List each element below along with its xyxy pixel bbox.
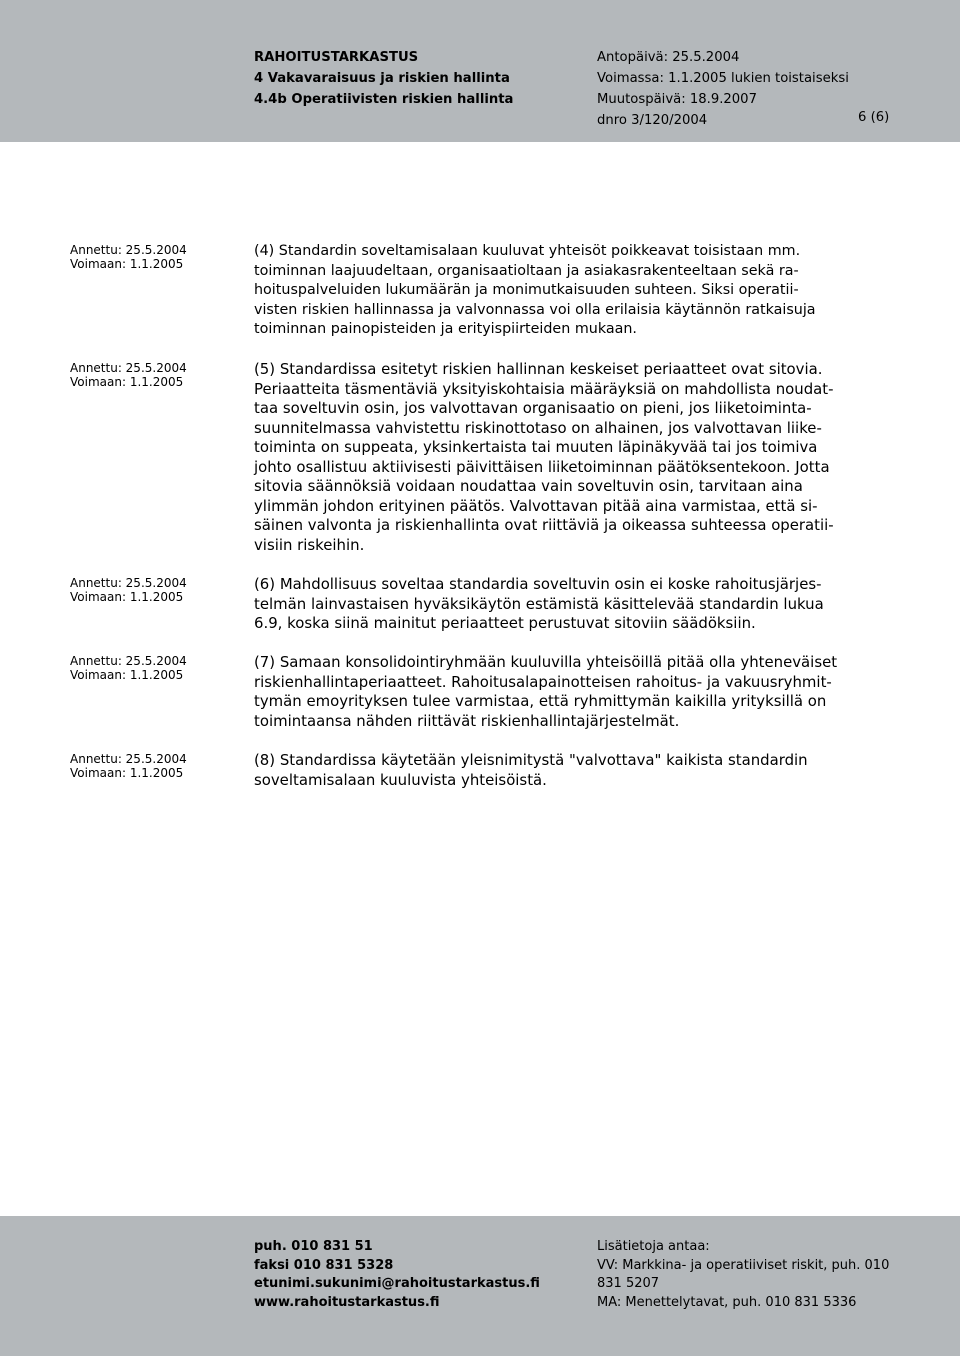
paragraph-line: visiin riskeihin. bbox=[254, 535, 365, 554]
paragraph-line: toimintaansa nähden riittävät riskienhallintajärjestelmät. bbox=[254, 711, 680, 730]
paragraph-line: (8) Standardissa käytetään yleisnimitystä "valvottava" kaikista standardin bbox=[254, 751, 808, 769]
header-chapter: 4 Vakavaraisuus ja riskien hallinta bbox=[254, 71, 510, 86]
margin-note-issued: Annettu: 25.5.2004 bbox=[70, 654, 187, 668]
paragraph-line: (6) Mahdollisuus soveltaa standardia soveltuvin osin ei koske rahoitusjärjes- bbox=[254, 575, 822, 593]
header-left bbox=[254, 47, 513, 110]
margin-note-effective: Voimaan: 1.1.2005 bbox=[70, 668, 184, 682]
footer-email[interactable]: etunimi.sukunimi@rahoitustarkastus.fi bbox=[254, 1276, 540, 1291]
footer-more-info-label: Lisätietoja antaa: bbox=[597, 1239, 710, 1254]
header-right bbox=[597, 47, 849, 131]
footer-website-link[interactable]: www.rahoitustarkastus.fi bbox=[254, 1294, 440, 1310]
paragraph-line: taa soveltuvin osin, jos valvottavan organisaatio on pieni, jos liiketoiminta- bbox=[254, 399, 812, 417]
paragraph-line: (7) Samaan konsolidointiryhmään kuuluvilla yhteisöillä pitää olla yhteneväiset bbox=[254, 653, 838, 671]
margin-note bbox=[70, 243, 187, 271]
paragraph-line: 6.9, koska siinä mainitut periaatteet perustuvat sitoviin säädöksiin. bbox=[254, 614, 756, 632]
footer-phone: puh. 010 831 51 bbox=[254, 1239, 373, 1254]
margin-note-effective: Voimaan: 1.1.2005 bbox=[70, 590, 184, 604]
margin-note-effective: Voimaan: 1.1.2005 bbox=[70, 375, 184, 389]
paragraph-line: riskienhallintaperiaatteet. Rahoitusalapainotteisen rahoitus- ja vakuusryhmit- bbox=[254, 672, 832, 691]
paragraph-line: visten riskien hallinnassa ja valvonnassa voi olla erilaisia käytännön ratkaisuja bbox=[254, 301, 816, 318]
paragraph-4 bbox=[254, 242, 894, 340]
header-validity: Voimassa: 1.1.2005 lukien toistaiseksi bbox=[597, 71, 849, 86]
margin-note bbox=[70, 361, 187, 389]
header-section: 4.4b Operatiivisten riskien hallinta bbox=[254, 92, 514, 107]
footer-contact bbox=[254, 1238, 540, 1312]
paragraph-6 bbox=[254, 575, 894, 634]
footer-more-info bbox=[597, 1238, 889, 1312]
margin-note-effective: Voimaan: 1.1.2005 bbox=[70, 766, 184, 780]
header-issue-date: Antopäivä: 25.5.2004 bbox=[597, 50, 740, 65]
footer-contact-ma: MA: Menettelytavat, puh. 010 831 5336 bbox=[597, 1294, 857, 1310]
paragraph-line: toiminta on suppeata, yksinkertaista tai muuten läpinäkyvää tai jos toimiva bbox=[254, 438, 818, 456]
paragraph-line: toiminnan painopisteiden ja erityispiirteiden mukaan. bbox=[254, 321, 637, 337]
margin-note bbox=[70, 576, 187, 604]
paragraph-line: johto osallistuu aktiivisesti päivittäisen liiketoiminnan päätöksentekoon. Jotta bbox=[254, 457, 830, 476]
margin-note-issued: Annettu: 25.5.2004 bbox=[70, 361, 187, 375]
margin-note bbox=[70, 654, 187, 682]
margin-note-effective: Voimaan: 1.1.2005 bbox=[70, 257, 184, 271]
paragraph-line: (4) Standardin soveltamisalaan kuuluvat yhteisöt poikkeavat toisistaan mm. bbox=[254, 243, 801, 259]
paragraph-line: suunnitelmassa vahvistettu riskinottotaso on alhainen, jos valvottavan liike- bbox=[254, 418, 822, 437]
paragraph-line: hoituspalveluiden lukumäärän ja monimutkaisuuden suhteen. Siksi operatii- bbox=[254, 282, 799, 298]
margin-note-issued: Annettu: 25.5.2004 bbox=[70, 752, 187, 766]
paragraph-5 bbox=[254, 360, 894, 555]
paragraph-line: säinen valvonta ja riskienhallinta ovat riittäviä ja oikeassa suhteessa operatii- bbox=[254, 516, 834, 534]
margin-note-issued: Annettu: 25.5.2004 bbox=[70, 243, 187, 257]
margin-note bbox=[70, 752, 187, 780]
paragraph-line: (5) Standardissa esitetyt riskien hallinnan keskeiset periaatteet ovat sitovia. bbox=[254, 360, 823, 378]
footer-contact-vv: VV: Markkina- ja operatiiviset riskit, puh. 010 bbox=[597, 1257, 890, 1273]
header-record-number: dnro 3/120/2004 bbox=[597, 113, 708, 128]
footer-contact-vv-cont: 831 5207 bbox=[597, 1276, 660, 1291]
paragraph-line: tymän emoyrityksen tulee varmistaa, että ryhmittymän kaikilla yrityksillä on bbox=[254, 692, 827, 710]
footer-fax: faksi 010 831 5328 bbox=[254, 1257, 394, 1273]
header-org: RAHOITUSTARKASTUS bbox=[254, 50, 419, 65]
paragraph-line: soveltamisalaan kuuluvista yhteisöistä. bbox=[254, 770, 547, 789]
paragraph-line: Periaatteita täsmentäviä yksityiskohtaisia määräyksiä on mahdollista noudat- bbox=[254, 379, 834, 398]
paragraph-line: telmän lainvastaisen hyväksikäytön estämistä käsittelevää standardin lukua bbox=[254, 594, 824, 613]
paragraph-8 bbox=[254, 751, 894, 790]
page-number: 6 (6) bbox=[858, 110, 890, 125]
paragraph-line: ylimmän johdon erityinen päätös. Valvottavan pitää aina varmistaa, että si- bbox=[254, 496, 818, 515]
paragraph-line: sitovia säännöksiä voidaan noudattaa vain soveltuvin osin, tarvitaan aina bbox=[254, 477, 803, 495]
margin-note-issued: Annettu: 25.5.2004 bbox=[70, 576, 187, 590]
paragraph-line: toiminnan laajuudeltaan, organisaatioltaan ja asiakasrakenteeltaan sekä ra- bbox=[254, 262, 799, 279]
paragraph-7 bbox=[254, 653, 894, 731]
header-modified-date: Muutospäivä: 18.9.2007 bbox=[597, 92, 757, 107]
